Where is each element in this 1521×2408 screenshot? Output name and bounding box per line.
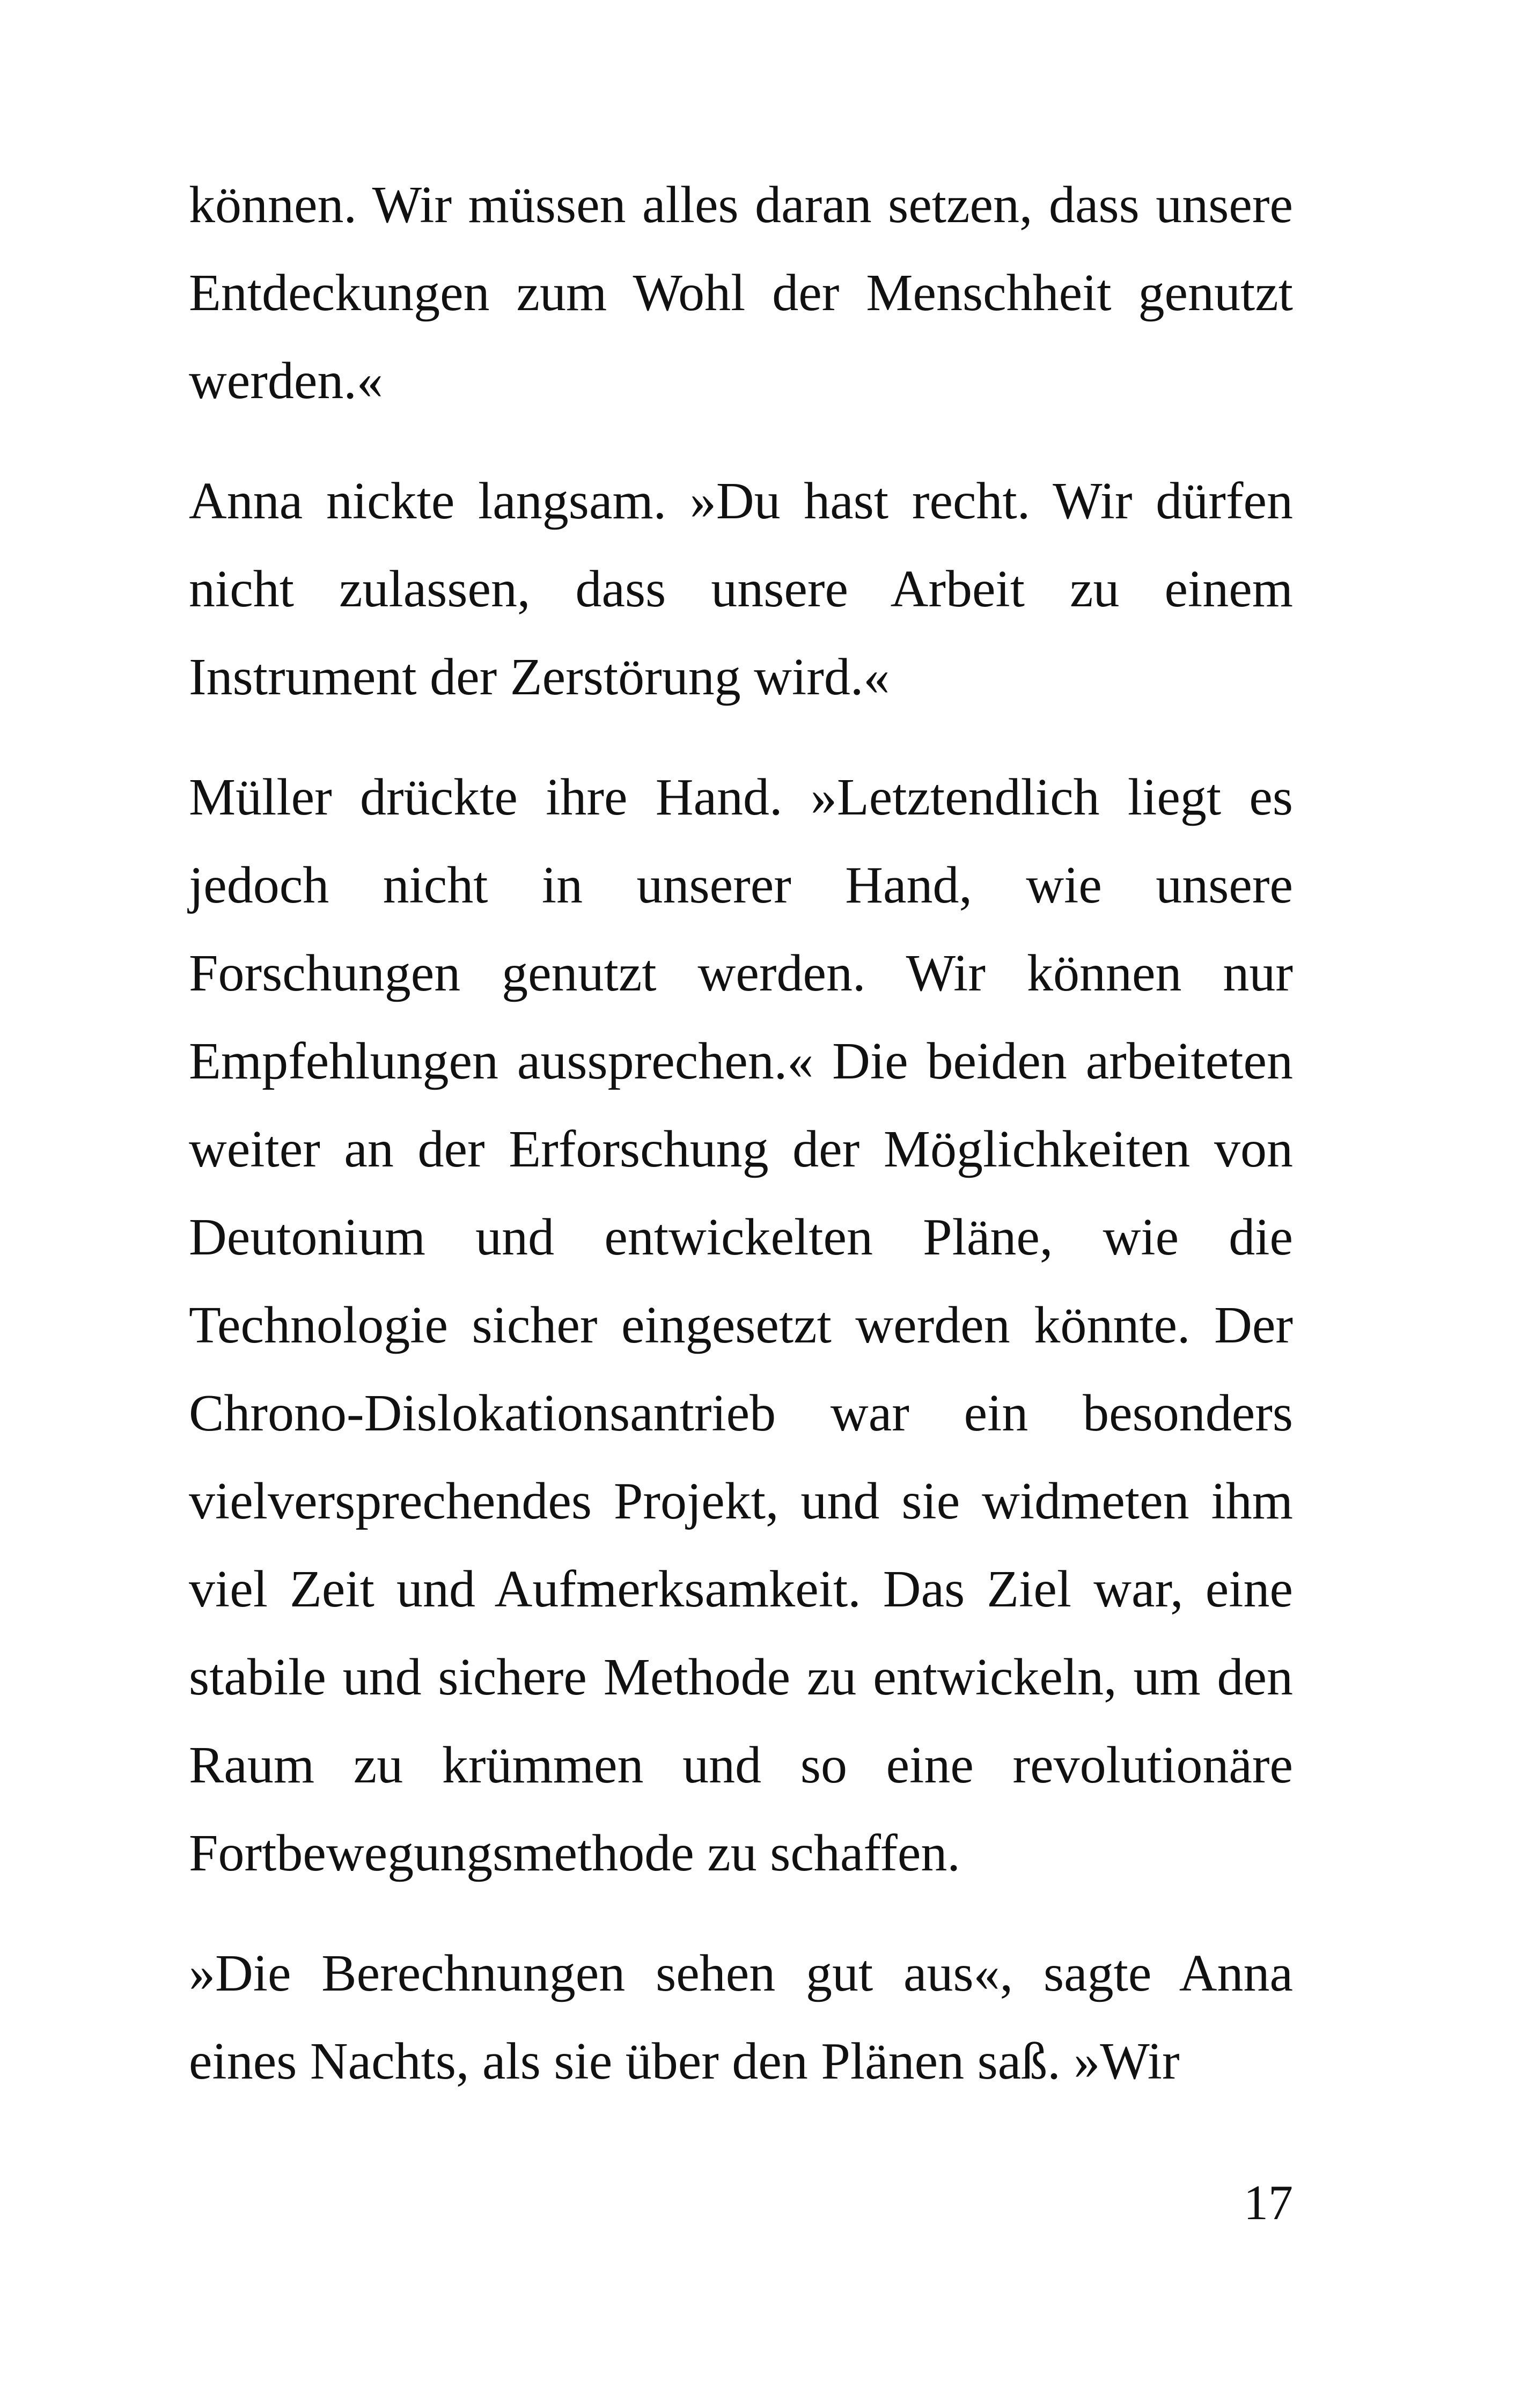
paragraph-4: »Die Berechnungen sehen gut aus«, sagte Anna eines Nachts, als sie über den Plänen saß. »Wir bbox=[189, 1944, 1293, 2090]
paragraph-1: können. Wir müssen alles daran setzen, dass unsere Entdeckungen zum Wohl der Menschheit genutzt werden.« bbox=[189, 176, 1293, 410]
page-number: 17 bbox=[1244, 2175, 1293, 2230]
paragraph-2: Anna nickte langsam. »Du hast recht. Wir dürfen nicht zulassen, dass unsere Arbeit zu einem Instrument der Zerstörung wird.« bbox=[189, 472, 1293, 706]
page-body-text bbox=[189, 161, 1293, 2105]
paragraph-3: Müller drückte ihre Hand. »Letztendlich liegt es jedoch nicht in unserer Hand, wie unsere Forschungen genutzt werden. Wir können nur Empfehlungen aussprechen.« Die beiden arbeiteten weiter an der Erforschung der Möglichkeiten von Deutonium und entwickelten Pläne, wie die Technologie sicher eingesetzt werden könnte. Der Chrono-Dislokationsantrieb war ein besonders vielversprechendes Projekt, und sie widmeten ihm viel Zeit und Aufmerksamkeit. Das Ziel war, eine stabile und sichere Methode zu entwickeln, um den Raum zu krümmen und so eine revolutionäre Fortbewegungsmethode zu schaffen. bbox=[189, 768, 1293, 1882]
